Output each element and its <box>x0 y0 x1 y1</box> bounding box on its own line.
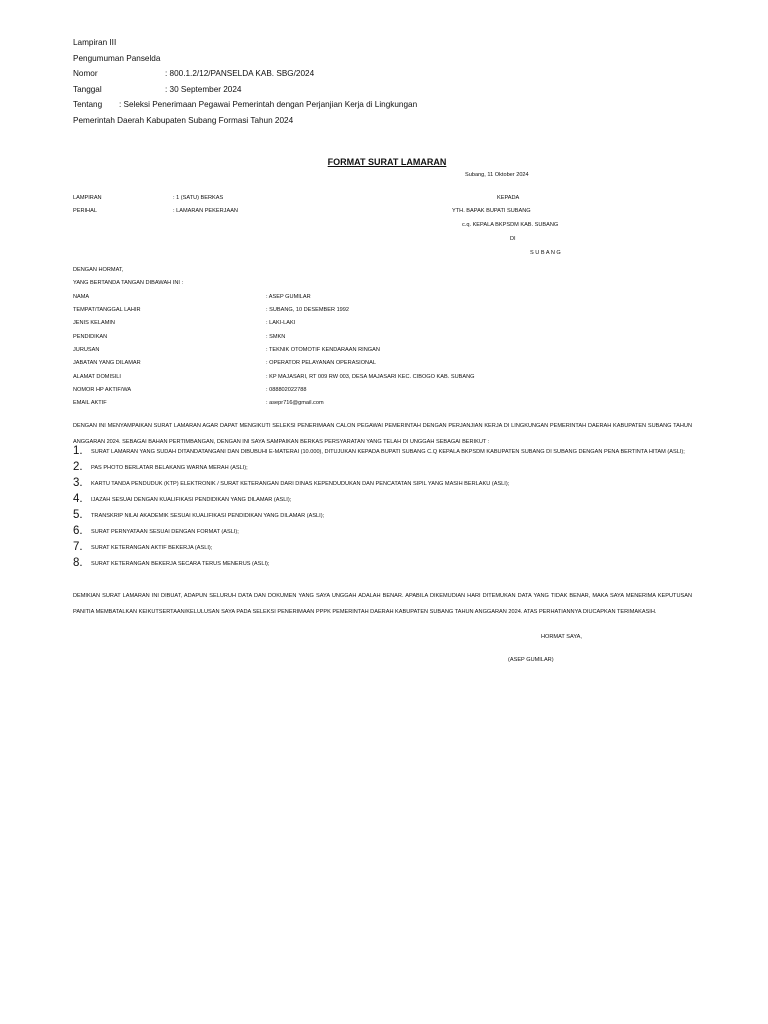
identity-value: : OPERATOR PELAYANAN OPERASIONAL <box>266 360 376 366</box>
signoff: HORMAT SAYA, <box>541 634 582 640</box>
list-item-number: 7. <box>73 541 83 553</box>
list-item-text: PAS PHOTO BERLATAR BELAKANG WARNA MERAH (ASLI); <box>91 465 248 471</box>
list-item <box>73 524 685 540</box>
identity-key: JURUSAN <box>73 347 100 353</box>
list-item-text: SURAT KETERANGAN AKTIF BEKERJA (ASLI); <box>91 545 213 551</box>
list-item-number: 6. <box>73 525 83 537</box>
identity-key: TEMPAT/TANGGAL LAHIR <box>73 307 141 313</box>
requirements-list <box>73 444 685 572</box>
identity-key: PENDIDIKAN <box>73 334 108 340</box>
list-item <box>73 556 685 572</box>
identity-key: JABATAN YANG DILAMAR <box>73 360 141 366</box>
list-item <box>73 492 685 508</box>
identity-value: : SUBANG, 10 DESEMBER 1992 <box>266 307 350 313</box>
list-item <box>73 476 685 492</box>
identity-key: NAMA <box>73 294 90 300</box>
list-item-text: KARTU TANDA PENDUDUK (KTP) ELEKTRONIK / SURAT KETERANGAN DARI DINAS KEPENDUDUKAN DAN PENCATATAN SIPIL YANG MASIH BERLAKU (ASLI); <box>91 481 510 487</box>
list-item-text: TRANSKRIP NILAI AKADEMIK SESUAI KUALIFIKASI PENDIDIKAN YANG DILAMAR (ASLI); <box>91 513 325 519</box>
list-item-number: 8. <box>73 557 83 569</box>
list-item-text: SURAT KETERANGAN BEKERJA SECARA TERUS MENERUS (ASLI); <box>91 561 270 567</box>
recipient-kepada: KEPADA <box>497 195 520 201</box>
header-tanggal-label: Tanggal <box>73 85 102 94</box>
identity-value: : TEKNIK OTOMOTIF KENDARAAN RINGAN <box>266 347 380 353</box>
identity-value: : SMKN <box>266 334 286 340</box>
header-nomor-value: : 800.1.2/12/PANSELDA KAB. SBG/2024 <box>165 69 315 78</box>
signature-name: (ASEP GUMILAR) <box>508 657 554 663</box>
list-item-text: SURAT LAMARAN YANG SUDAH DITANDATANGANI DAN DIBUBUHI E-MATERAI (10.000), DITUJUKAN KEPADA BUPATI SUBANG C.Q KEPALA BKPSDM KABUPATEN SUBANG DI SUBANG DENGAN PENA BERTINTA HITAM (ASLI); <box>91 449 685 455</box>
header-tentang-row <box>73 100 417 110</box>
identity-value: : asepr716@gmail.com <box>266 400 324 406</box>
list-item <box>73 460 685 476</box>
list-item-text: SURAT PERNYATAAN SESUAI DENGAN FORMAT (ASLI); <box>91 529 239 535</box>
recipient-city: S U B A N G <box>530 250 561 256</box>
closing-paragraph: DEMIKIAN SURAT LAMARAN INI DIBUAT, ADAPUN SELURUH DATA DAN DOKUMEN YANG SAYA UNGGAH ADALAH BENAR. APABILA DIKEMUDIAN HARI DITEMUKAN DATA YANG TIDAK BENAR, MAKA SAYA MENERIMA KEPUTUSAN PANITIA MEMBATALKAN KEIKUTSERTAAN/KELULUSAN SAYA PADA SELEKSI PENERIMAAN PPPK PEMERINTAH DAERAH KABUPATEN SUBANG TAHUN ANGGARAN 2024. ATAS PERHATIANNYA DIUCAPKAN TERIMAKASIH. <box>73 593 692 615</box>
identity-key: ALAMAT DOMISILI <box>73 374 121 380</box>
list-item-number: 2. <box>73 461 83 473</box>
place-date: Subang, 11 Oktober 2024 <box>465 172 529 178</box>
identity-value: : ASEP GUMILAR <box>266 294 311 300</box>
document-title: FORMAT SURAT LAMARAN <box>327 157 447 167</box>
identity-key: NOMOR HP AKTIF/WA <box>73 387 132 393</box>
list-item-number: 5. <box>73 509 83 521</box>
list-item-number: 1. <box>73 445 83 457</box>
perihal-value: : LAMARAN PEKERJAAN <box>173 208 238 214</box>
list-item <box>73 508 685 524</box>
identity-value: : KP MAJASARI, RT 009 RW 003, DESA MAJASARI KEC. CIBOGO KAB. SUBANG <box>266 374 475 380</box>
identity-value: : 088802022788 <box>266 387 307 393</box>
header-tentang-value: : Seleksi Penerimaan Pegawai Pemerintah dengan Perjanjian Kerja di Lingkungan <box>119 100 418 109</box>
list-item-number: 4. <box>73 493 83 505</box>
lampiran-label: LAMPIRAN <box>73 195 102 201</box>
header-nomor-row <box>73 69 314 79</box>
recipient-di: DI <box>510 236 516 242</box>
recipient-yth: YTH. BAPAK BUPATI SUBANG <box>452 208 531 214</box>
header-tentang-continuation: Pemerintah Daerah Kabupaten Subang Formasi Tahun 2024 <box>73 116 294 125</box>
perihal-label: PERIHAL <box>73 208 97 214</box>
identity-value: : LAKI-LAKI <box>266 320 296 326</box>
body-paragraph: DENGAN INI MENYAMPAIKAN SURAT LAMARAN AGAR DAPAT MENGIKUTI SELEKSI PENERIMAAN CALON PEGAWAI PEMERINTAH DENGAN PERJANJIAN KERJA DI LINGKUNGAN PEMERINTAH DAERAH KABUPATEN SUBANG TAHUN ANGGARAN 2024. SEBAGAI BAHAN PERTIMBANGAN, DENGAN INI SAYA SAMPAIKAN BERKAS PERSYARATAN YANG TELAH DI UNGGAH SEBAGAI BERIKUT : <box>73 423 692 445</box>
salutation: DENGAN HORMAT, <box>73 267 124 273</box>
header-nomor-label: Nomor <box>73 69 98 78</box>
list-item-text: IJAZAH SESUAI DENGAN KUALIFIKASI PENDIDIKAN YANG DILAMAR (ASLI); <box>91 497 292 503</box>
header-tanggal-value: : 30 September 2024 <box>165 85 242 94</box>
header-tentang-label: Tentang <box>73 100 103 109</box>
intro-line: YANG BERTANDA TANGAN DIBAWAH INI : <box>73 280 184 286</box>
header-tanggal-row <box>73 85 241 95</box>
lampiran-value: : 1 (SATU) BERKAS <box>173 195 224 201</box>
header-pengumuman: Pengumuman Panselda <box>73 54 161 63</box>
recipient-cq: c.q. KEPALA BKPSDM KAB. SUBANG <box>462 222 559 228</box>
header-lampiran: Lampiran III <box>73 38 117 47</box>
list-item <box>73 444 685 460</box>
list-item <box>73 540 685 556</box>
identity-key: JENIS KELAMIN <box>73 320 115 326</box>
list-item-number: 3. <box>73 477 83 489</box>
identity-key: EMAIL AKTIF <box>73 400 107 406</box>
